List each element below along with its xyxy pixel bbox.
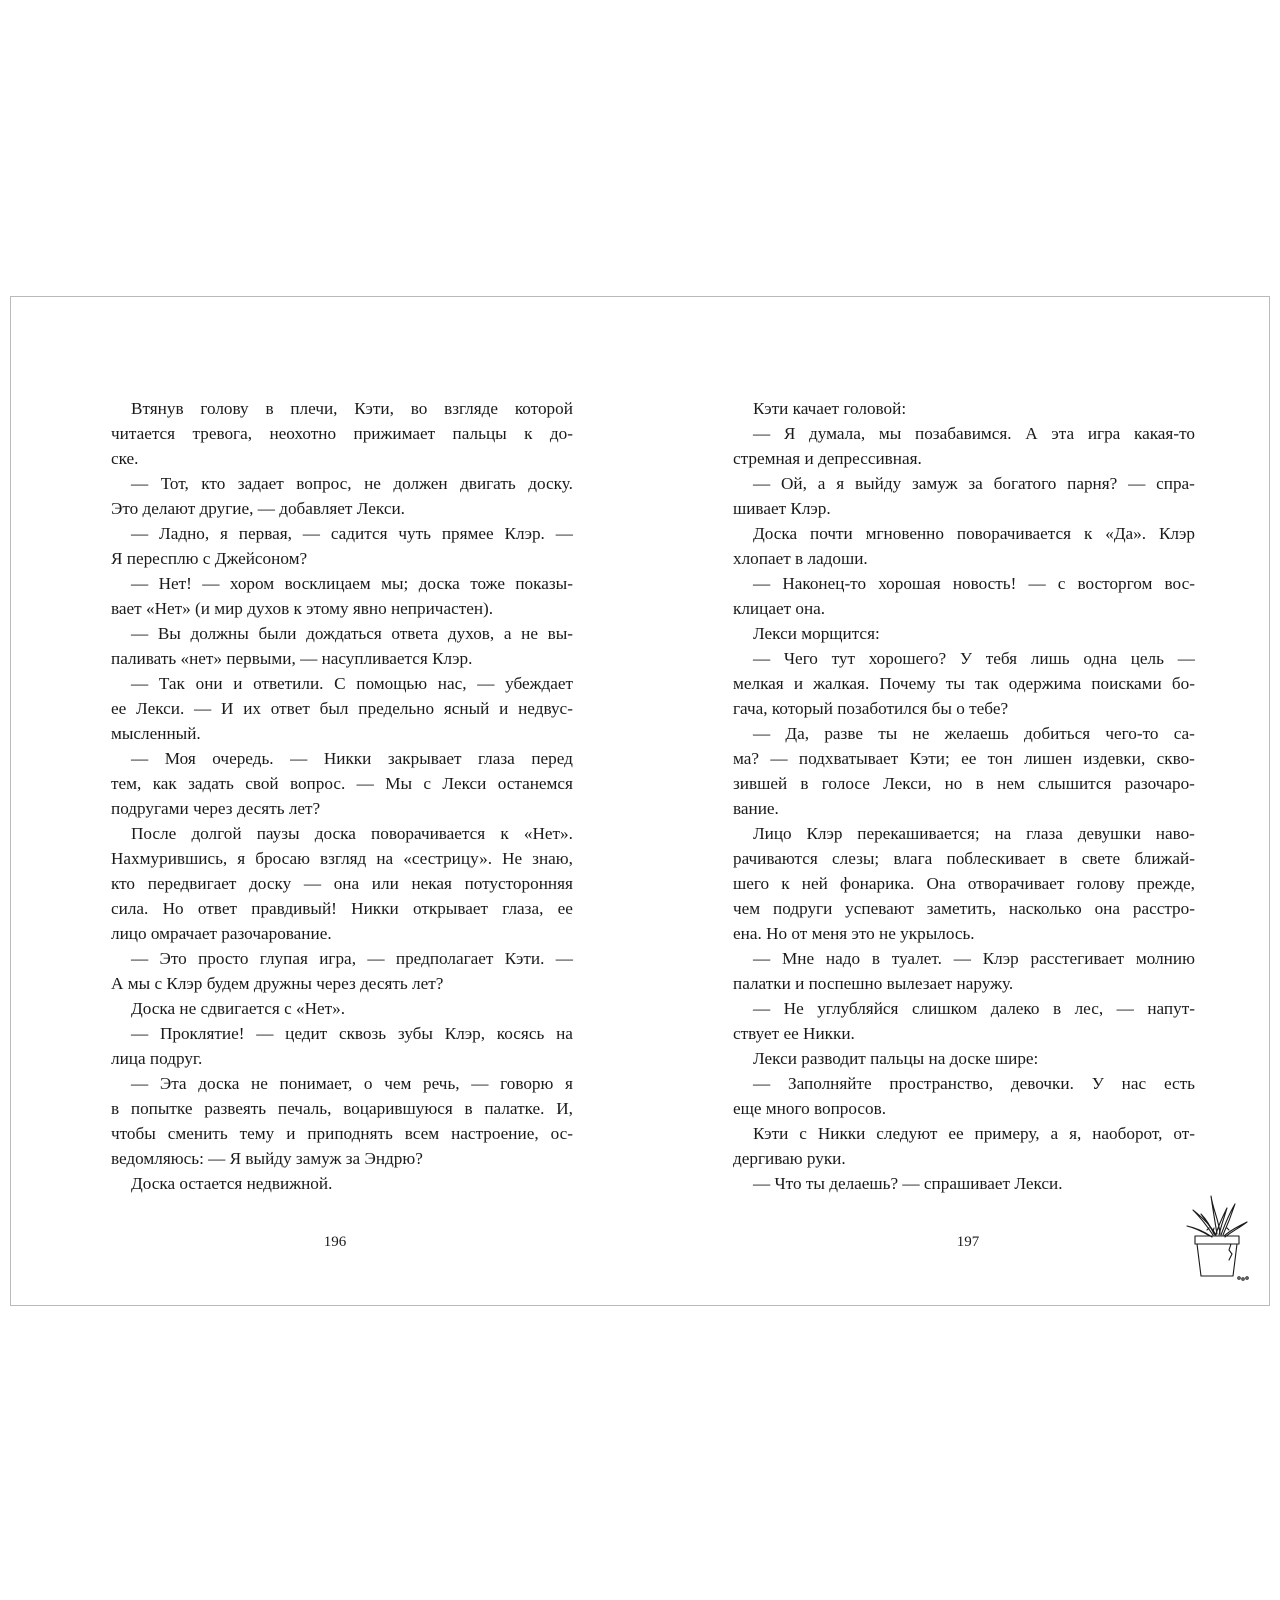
- right-text-line: еще много вопросов.: [733, 1099, 887, 1118]
- right-text-line: палатки и поспешно вылезает наружу.: [733, 974, 1014, 993]
- right-text-line: мелкая и жалкая. Почему ты так одержима поисками бо-: [733, 674, 1195, 693]
- right-text-line: зившей в голосе Лекси, но в нем слышится разочаро-: [733, 774, 1195, 793]
- left-text-line: Нахмурившись, я бросаю взгляд на «сестрицу». Не знаю,: [111, 849, 573, 868]
- right-text-line: шего к ней фонарика. Она отворачивает голову прежде,: [733, 874, 1195, 893]
- right-text-line: — Не углубляйся слишком далеко в лес, — напут-: [753, 999, 1195, 1018]
- right-text-line: ма? — подхватывает Кэти; ее тон лишен издевки, скво-: [733, 749, 1195, 768]
- left-text-line: Втянув голову в плечи, Кэти, во взгляде которой: [131, 399, 573, 418]
- left-text-line: — Нет! — хором восклицаем мы; доска тоже показы-: [131, 574, 573, 593]
- left-text-line: подругами через десять лет?: [111, 799, 321, 818]
- right-text-line: дергиваю руки.: [733, 1149, 846, 1168]
- left-text-line: сила. Но ответ правдивый! Никки открывает глаза, ее: [111, 899, 573, 918]
- right-text-line: — Заполняйте пространство, девочки. У нас есть: [753, 1074, 1195, 1093]
- right-text-line: Лекси разводит пальцы на доске шире:: [753, 1049, 1039, 1068]
- right-text-line: шивает Клэр.: [733, 499, 831, 518]
- left-text-line: Доска не сдвигается с «Нет».: [131, 999, 346, 1018]
- left-text-line: — Проклятие! — цедит сквозь зубы Клэр, косясь на: [131, 1024, 573, 1043]
- left-text-line: — Моя очередь. — Никки закрывает глаза перед: [131, 749, 573, 768]
- right-text-line: Кэти с Никки следуют ее примеру, а я, наоборот, от-: [753, 1124, 1195, 1143]
- right-text-line: Доска почти мгновенно поворачивается к «Да». Клэр: [753, 524, 1195, 543]
- left-text-line: — Тот, кто задает вопрос, не должен двигать доску.: [131, 474, 573, 493]
- left-text-line: Я пересплю с Джейсоном?: [111, 549, 308, 568]
- left-text-line: лица подруг.: [111, 1049, 203, 1068]
- book-spread: [10, 296, 1270, 1306]
- left-text-line: чтобы сменить тему и приподнять всем настроение, ос-: [111, 1124, 573, 1143]
- left-text-line: тем, как задать свой вопрос. — Мы с Лекси останемся: [111, 774, 573, 793]
- right-text-line: стремная и депрессивная.: [733, 449, 922, 468]
- right-text-line: — Да, разве ты не желаешь добиться чего-то са-: [753, 724, 1195, 743]
- right-text-line: гача, который позаботился бы о тебе?: [733, 699, 1009, 718]
- left-text-line: в попытке развеять печаль, воцарившуюся в палатке. И,: [111, 1099, 573, 1118]
- right-text-line: хлопает в ладоши.: [733, 549, 868, 568]
- left-text-line: — Это просто глупая игра, — предполагает Кэти. —: [131, 949, 573, 968]
- right-text-line: вание.: [733, 799, 779, 818]
- left-text-line: После долгой паузы доска поворачивается к «Нет».: [131, 824, 573, 843]
- right-text-line: — Я думала, мы позабавимся. А эта игра какая-то: [753, 424, 1195, 443]
- right-text-line: чем подруги успевают заметить, насколько она расстро-: [733, 899, 1195, 918]
- left-text-line: кто передвигает доску — она или некая потусторонняя: [111, 874, 573, 893]
- right-text-line: — Мне надо в туалет. — Клэр расстегивает молнию: [753, 949, 1195, 968]
- right-text-line: клицает она.: [733, 599, 826, 618]
- left-text-line: мысленный.: [111, 724, 201, 743]
- left-text-line: лицо омрачает разочарование.: [111, 924, 332, 943]
- left-page-number: 196: [323, 1234, 347, 1250]
- left-text-line: — Ладно, я первая, — садится чуть прямее Клэр. —: [131, 524, 573, 543]
- left-text-line: ведомляюсь: — Я выйду замуж за Эндрю?: [111, 1149, 423, 1168]
- left-text-line: Это делают другие, — добавляет Лекси.: [111, 499, 405, 518]
- right-text-line: — Чего тут хорошего? У тебя лишь одна цель —: [753, 649, 1195, 668]
- right-text-line: — Наконец-то хорошая новость! — с восторгом вос-: [753, 574, 1195, 593]
- right-text-line: Лицо Клэр перекашивается; на глаза девушки наво-: [753, 824, 1195, 843]
- right-page-number: 197: [956, 1234, 980, 1250]
- left-text-line: вает «Нет» (и мир духов к этому явно непричастен).: [111, 599, 494, 618]
- left-text-line: А мы с Клэр будем дружны через десять лет?: [111, 974, 444, 993]
- left-page-text: [111, 396, 573, 1196]
- right-text-line: — Что ты делаешь? — спрашивает Лекси.: [753, 1174, 1063, 1193]
- left-text-line: паливать «нет» первыми, — насупливается Клэр.: [111, 649, 473, 668]
- left-text-line: ее Лекси. — И их ответ был предельно ясный и недвус-: [111, 699, 573, 718]
- right-text-line: Лекси морщится:: [753, 624, 880, 643]
- left-text-line: читается тревога, неохотно прижимает пальцы к до-: [111, 424, 573, 443]
- left-text-line: — Вы должны были дождаться ответа духов, а не вы-: [131, 624, 573, 643]
- left-text-line: — Так они и ответили. С помощью нас, — убеждает: [131, 674, 573, 693]
- right-page-text: [733, 396, 1195, 1196]
- right-text-line: Кэти качает головой:: [753, 399, 907, 418]
- right-text-line: — Ой, а я выйду замуж за богатого парня? — спра-: [753, 474, 1195, 493]
- potted-aloe-plant-icon: [1183, 1192, 1251, 1282]
- left-text-line: Доска остается недвижной.: [131, 1174, 333, 1193]
- right-text-line: рачиваются слезы; влага поблескивает в свете ближай-: [733, 849, 1195, 868]
- right-text-line: ена. Но от меня это не укрылось.: [733, 924, 975, 943]
- left-text-line: — Эта доска не понимает, о чем речь, — говорю я: [131, 1074, 573, 1093]
- left-text-line: ске.: [111, 449, 139, 468]
- right-text-line: ствует ее Никки.: [733, 1024, 855, 1043]
